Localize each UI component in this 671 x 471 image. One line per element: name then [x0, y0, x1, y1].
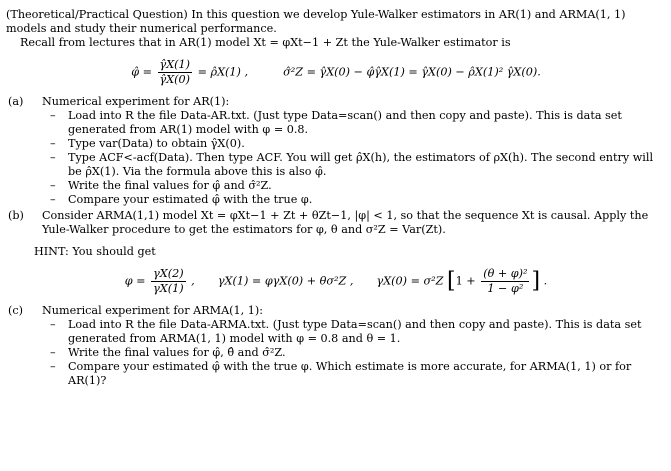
gamma-ratio-2 [151, 267, 186, 296]
part-c-item-2: Write the final values for φ̂, θ̂ and σ̂²Z. [68, 346, 286, 359]
list-item: – Type ACF<-acf(Data). Then type ACF. You will get ρ̂X(h), the estimators of ρX(h). The second entry will be ρ̂X(1). Via the formula above this is also φ̂. [50, 151, 654, 178]
gamma-ratio-2-den: γX(1) [153, 282, 184, 295]
intro-paragraph [6, 8, 666, 36]
sigma-hat-formula: σ̂²Z = γ̂X(0) − φ̂γ̂X(1) = γ̂X(0) − ρ̂X(1)² γ̂X(0). [283, 65, 541, 79]
inner-ratio [481, 267, 529, 296]
phi-hat-label: φ̂ = [131, 65, 152, 79]
part-c-item-3: Compare your estimated φ̂ with the true φ. Which estimate is more accurate, for ARMA(1, 1) or for AR(1)? [68, 360, 632, 387]
part-c-item-1: Load into R the file Data-ARMA.txt. (Just type Data=scan() and then copy and paste). This is data set generated from ARMA(1, 1) model with φ = 0.8 and θ = 1. [68, 318, 642, 345]
gamma-ratio-num: γ̂X(1) [159, 58, 191, 71]
part-a-item-4: Write the final values for φ̂ and σ̂²Z. [68, 179, 272, 192]
hint-line: HINT: You should get [34, 245, 156, 258]
formula-arma-hint: φ = $\frac{\gamma X(2)}{\gamma X(1)}$ , γX(1) = φγX(0) + θσ²Z , γX(0) = σ²Z [1 + $\frac{\text{(θ + φ)²}}{\text{1 − φ²}}$ ] . [124, 267, 548, 295]
problem-sheet [6, 8, 666, 388]
list-item: – Load into R the file Data-ARMA.txt. (Just type Data=scan() and then copy and paste). This is data set generated from ARMA(1, 1) model with φ = 0.8 and θ = 1. [50, 318, 642, 345]
gamma-one-formula: γX(1) = φγX(0) + θσ²Z , [217, 274, 354, 288]
part-c [6, 304, 666, 388]
part-a [6, 95, 666, 207]
part-c-title: Numerical experiment for ARMA(1, 1): [42, 304, 264, 317]
part-c-list [42, 318, 666, 388]
part-a-item-5: Compare your estimated φ̂ with the true φ. [68, 193, 313, 206]
gamma-zero-formula: γX(0) = σ²Z [376, 274, 444, 288]
phi-label: φ = [124, 274, 146, 288]
inner-ratio-den: 1 − φ² [487, 282, 524, 295]
gamma-ratio-2-num: γX(2) [153, 267, 184, 280]
list-item: – Write the final values for φ̂ and σ̂²Z. [50, 179, 272, 192]
rho-hat-rhs: = ρ̂X(1) , [197, 65, 249, 79]
part-b-text: Consider ARMA(1,1) model Xt = φXt−1 + Zt + θZt−1, |φ| < 1, so that the sequence Xt is causal. Apply the Yule-Walker procedure to get the estimators for φ, θ and σ²Z = Var(Zt). [42, 209, 649, 236]
inner-ratio-num: (θ + φ)² [483, 267, 528, 280]
list-item: – Type var(Data) to obtain γ̂X(0). [50, 137, 245, 150]
part-a-title: Numerical experiment for AR(1): [42, 95, 230, 108]
part-a-list [42, 109, 666, 207]
list-item: – Write the final values for φ̂, θ̂ and σ̂²Z. [50, 346, 286, 359]
gamma-ratio-den: γ̂X(0) [159, 73, 191, 86]
list-item: – Load into R the file Data-AR.txt. (Just type Data=scan() and then copy and paste). This is data set generated from AR(1) model with φ = 0.8. [50, 109, 622, 136]
recall-text: Recall from lectures that in AR(1) model Xt = φXt−1 + Zt the Yule-Walker estimator is [20, 36, 511, 49]
intro-line1: (Theoretical/Practical Question) In this question we develop Yule-Walker estimators in AR(1) and ARMA(1, 1) models and study their numerical performance. [6, 8, 626, 35]
recall-line [6, 36, 666, 50]
part-b-label: (b) [8, 209, 24, 222]
part-a-label: (a) [8, 95, 24, 108]
part-a-item-2: Type var(Data) to obtain γ̂X(0). [68, 137, 245, 150]
part-b [6, 209, 666, 237]
part-a-item-3: Type ACF<-acf(Data). Then type ACF. You will get ρ̂X(h), the estimators of ρX(h). The second entry will be ρ̂X(1). Via the formula above this is also φ̂. [68, 151, 654, 178]
list-item: – Compare your estimated φ̂ with the true φ. [50, 193, 313, 206]
formula-ar-yule-walker [6, 58, 666, 87]
list-item: – Compare your estimated φ̂ with the true φ. Which estimate is more accurate, for ARMA(1, 1) or for AR(1)? [50, 360, 632, 387]
gamma-ratio [158, 58, 193, 87]
part-a-item-1: Load into R the file Data-AR.txt. (Just type Data=scan() and then copy and paste). This is data set generated from AR(1) model with φ = 0.8. [68, 109, 622, 136]
part-c-label: (c) [8, 304, 23, 317]
